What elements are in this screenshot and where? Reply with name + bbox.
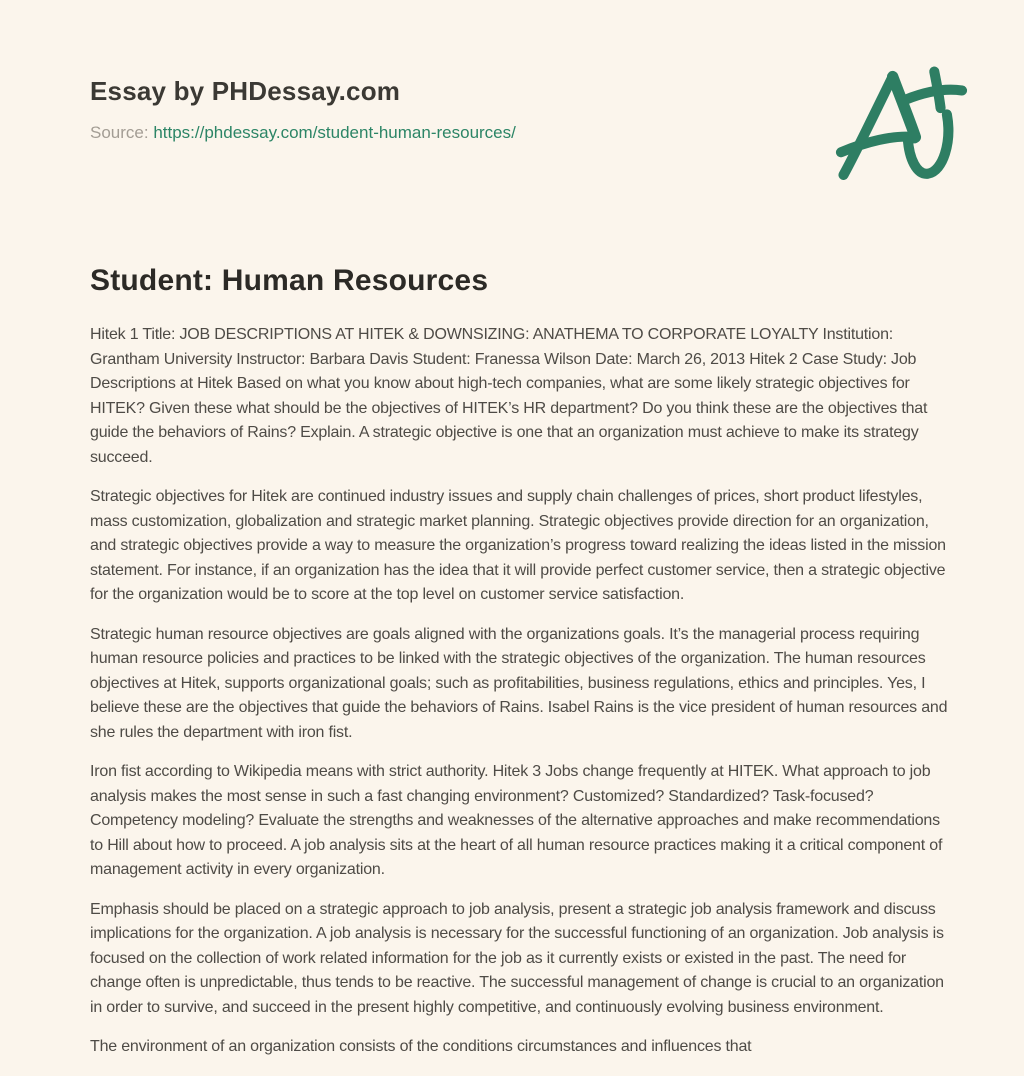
page-header bbox=[90, 70, 968, 180]
essay-paragraph-6: The environment of an organization consists of the conditions circumstances and influences that bbox=[90, 1038, 752, 1055]
header-text-block bbox=[90, 70, 516, 143]
logo-strokes bbox=[841, 72, 962, 175]
essay-body bbox=[90, 323, 968, 1060]
source-url-link[interactable]: https://phdessay.com/student-human-resources/ bbox=[153, 123, 516, 142]
source-label: Source: bbox=[90, 123, 149, 142]
essay-paragraph-3: Strategic human resource objectives are goals aligned with the organizations goals. It’s the managerial process requiring human resource policies and practices to be linked with the strategic objectives of the organization. The human resources objectives at Hitek, supports organizational goals; such as profitabilities, business regulations, ethics and principles. Yes, I believe these are the objectives that guide the behaviors of Rains. Isabel Rains is the vice president of human resources and she rules the department with iron fist. bbox=[90, 625, 948, 741]
essay-paragraph-4: Iron fist according to Wikipedia means with strict authority. Hitek 3 Jobs change frequently at HITEK. What approach to job analysis makes the most sense in such a fast changing environment? Customized? Standardized? Task-focused? Competency modeling? Evaluate the strengths and weaknesses of the alternative approaches and make recommendations to Hill about how to proceed. A job analysis sits at the heart of all human resource practices making it a critical component of management activity in every organization. bbox=[90, 763, 943, 878]
essay-paragraph-1: Hitek 1 Title: JOB DESCRIPTIONS AT HITEK & DOWNSIZING: ANATHEMA TO CORPORATE LOYALTY Institution: Grantham University Instructor: Barbara Davis Student: Franessa Wilson Date: March 26, 2013 Hitek 2 Case Study: Job Descriptions at Hitek Based on what you know about high-tech companies, what are some likely strategic objectives for HITEK? Given these what should be the objectives of HITEK’s HR department? Do you think these are the objectives that guide the behaviors of Rains? Explain. A strategic objective is one that an organization must achieve to make its strategy succeed. bbox=[90, 326, 928, 466]
essay-title: Student: Human Resources bbox=[90, 264, 489, 297]
logo-pen-blob bbox=[908, 131, 921, 144]
essay-paragraph-5: Emphasis should be placed on a strategic approach to job analysis, present a strategic job analysis framework and discuss implications for the organization. A job analysis is necessary for the successful functioning of an organization. Job analysis is focused on the collection of work related information for the job as it currently exists or existed in the past. The need for change often is unpredictable, thus tends to be reactive. The successful management of change is crucial to an organization in order to survive, and succeed in the present highly competitive, and continuously evolving business environment. bbox=[90, 900, 944, 1016]
phdessay-a-plus-logo-icon bbox=[835, 64, 968, 180]
site-title: Essay by PHDessay.com bbox=[90, 76, 401, 106]
source-line bbox=[90, 123, 516, 143]
essay-paragraph-2: Strategic objectives for Hitek are continued industry issues and supply chain challenges of prices, short product lifestyles, mass customization, globalization and strategic market planning. Strategic objectives provide direction for an organization, and strategic objectives provide a way to measure the organization’s progress toward realizing the ideas listed in the mission statement. For instance, if an organization has the idea that it will provide perfect customer service, then a strategic objective for the organization would be to score at the top level on customer service satisfaction. bbox=[90, 488, 946, 603]
